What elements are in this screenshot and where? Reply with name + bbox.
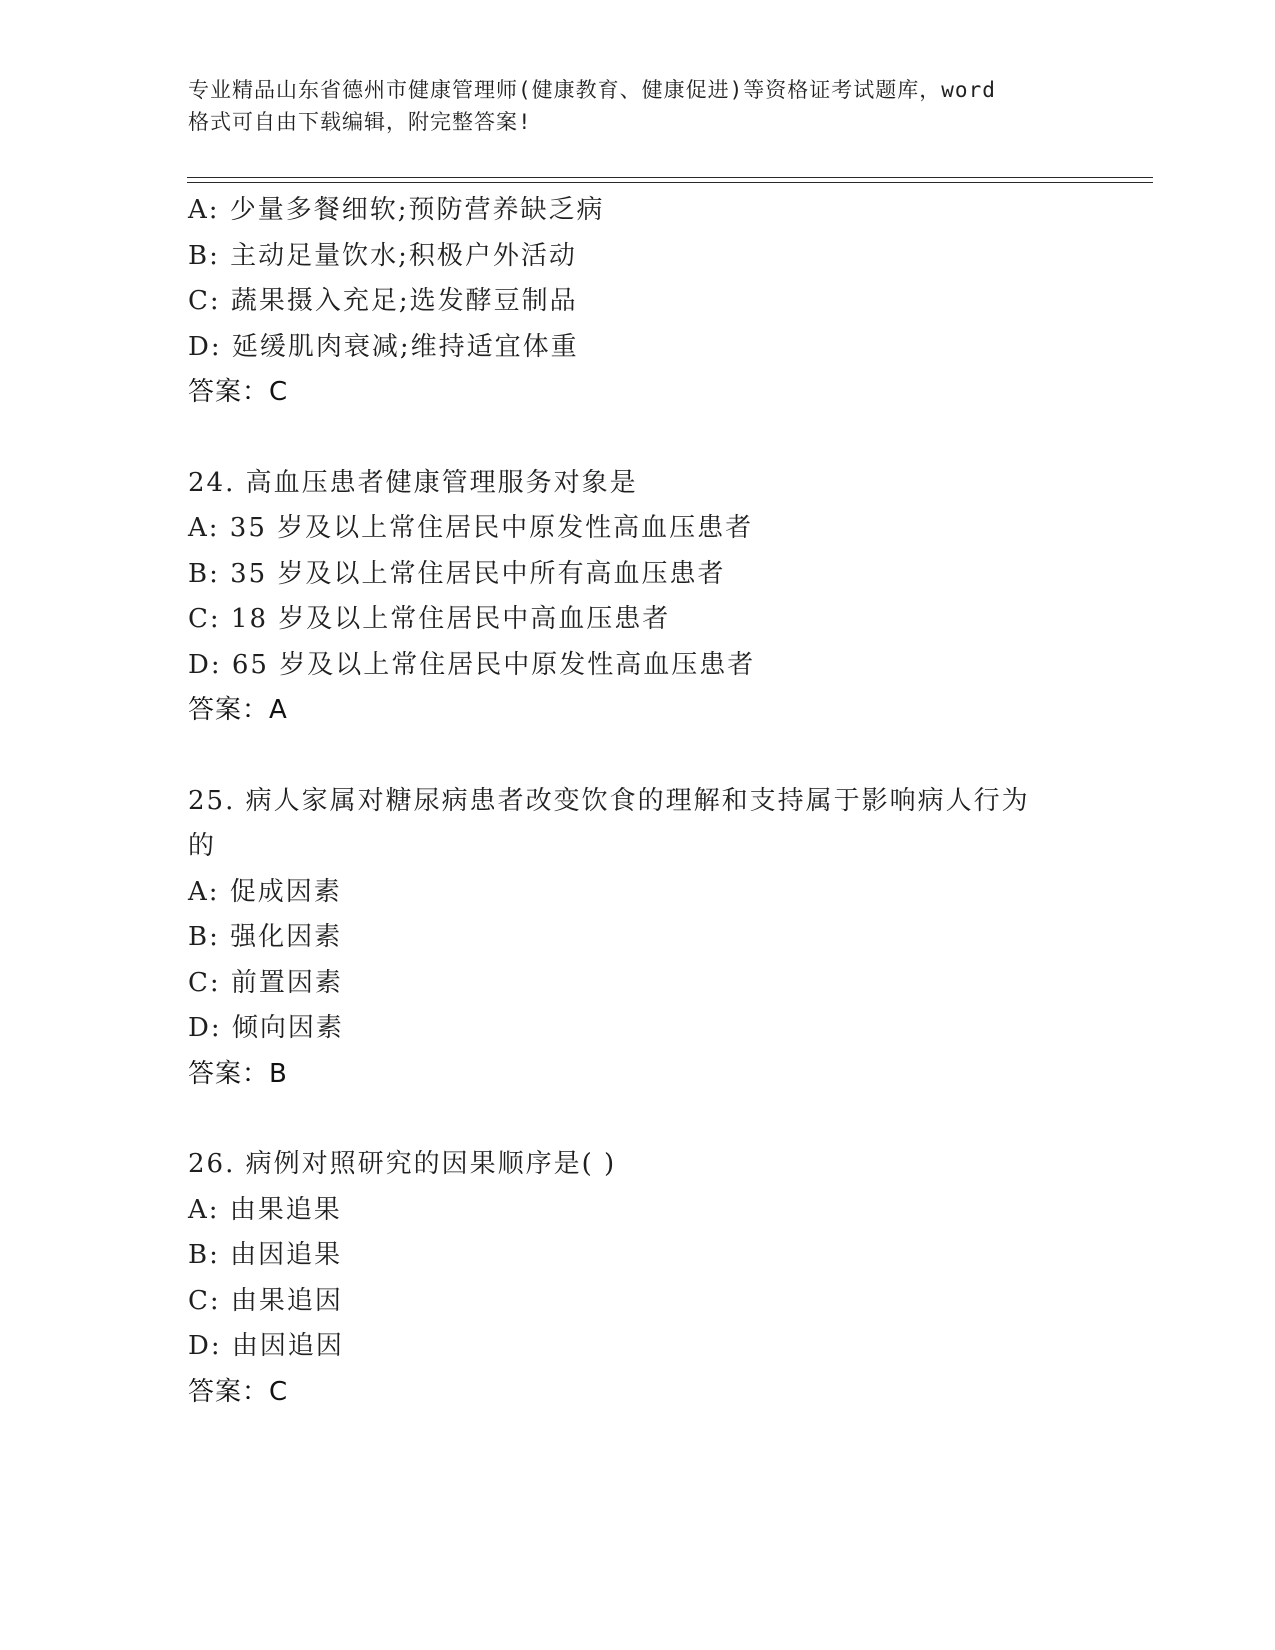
option-a: A: 促成因素 [188,876,342,907]
option-d: D: 由因追因 [188,1331,344,1361]
option-b: B: 主动足量饮水;积极户外活动 [188,240,577,271]
option-d: D: 倾向因素 [188,1013,344,1043]
option-a: A: 35 岁及以上常住居民中原发性高血压患者 [188,513,754,543]
option-b: B: 由因追果 [188,1240,343,1270]
question-26 [188,1142,1088,1415]
answer-line: 答案：A [188,695,288,725]
option-a: A: 由果追果 [188,1194,342,1225]
option-a: A: 少量多餐细软;预防营养缺乏病 [188,195,605,225]
option-c: C: 由果追因 [188,1285,343,1316]
header-line-2: 格式可自由下载编辑，附完整答案! [188,110,532,134]
option-b: B: 强化因素 [188,922,343,952]
question-content [188,188,1088,1415]
option-c: C: 蔬果摄入充足;选发酵豆制品 [188,286,578,316]
answer-line: 答案：C [188,1376,289,1407]
question-stem: 25. 病人家属对糖尿病患者改变饮食的理解和支持属于影响病人行为 [188,785,1030,816]
document-header [188,74,1088,138]
question-stem: 26. 病例对照研究的因果顺序是( ) [188,1149,617,1179]
question-23 [188,188,1088,416]
option-d: D: 延缓肌肉衰减;维持适宜体重 [188,331,579,362]
spacer [188,1097,1088,1142]
header-divider-top [187,177,1153,178]
spacer [188,734,1088,779]
spacer [188,416,1088,461]
question-25 [188,779,1088,1098]
option-c: C: 前置因素 [188,967,343,998]
answer-line: 答案：B [188,1058,288,1089]
question-stem: 24. 高血压患者健康管理服务对象是 [188,467,638,498]
option-c: C: 18 岁及以上常住居民中高血压患者 [188,604,671,634]
question-24 [188,461,1088,734]
answer-line: 答案：C [188,377,289,407]
option-d: D: 65 岁及以上常住居民中原发性高血压患者 [188,649,756,680]
question-stem-continued: 的 [188,831,217,861]
header-divider-bottom [187,182,1153,183]
option-b: B: 35 岁及以上常住居民中所有高血压患者 [188,558,726,589]
header-line-1: 专业精品山东省德州市健康管理师(健康教育、健康促进)等资格证考试题库，word [188,78,996,102]
